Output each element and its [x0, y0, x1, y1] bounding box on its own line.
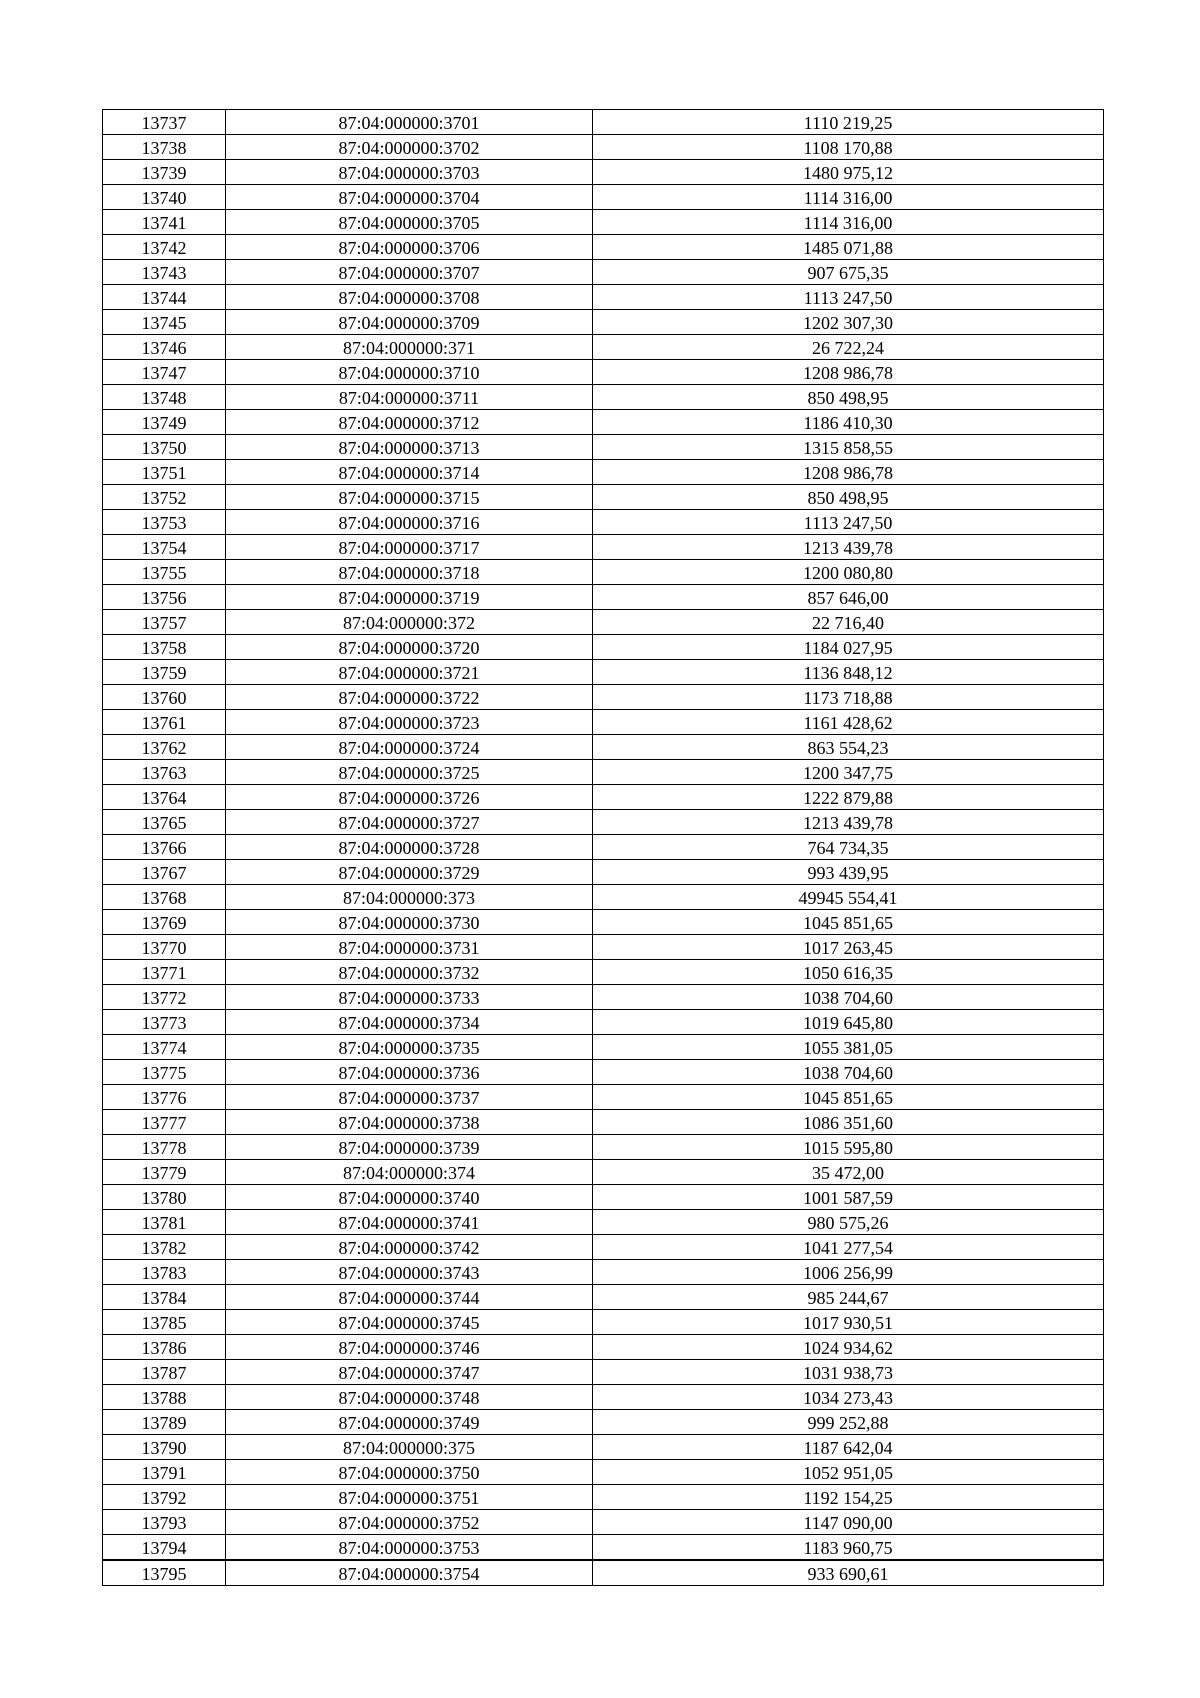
cadastral-value-cell: 1108 170,88: [593, 135, 1104, 160]
table-row: [103, 1210, 1104, 1235]
row-number-cell: 13753: [103, 510, 226, 535]
table-row: [103, 835, 1104, 860]
cadastral-value-cell: 1147 090,00: [593, 1510, 1104, 1535]
cadastral-number-cell: 87:04:000000:3750: [226, 1460, 593, 1485]
cadastral-value-cell: 933 690,61: [593, 1560, 1104, 1586]
table-row: [103, 435, 1104, 460]
cadastral-value-cell: 26 722,24: [593, 335, 1104, 360]
table-row: [103, 610, 1104, 635]
cadastral-number-cell: 87:04:000000:3727: [226, 810, 593, 835]
cadastral-value-cell: 764 734,35: [593, 835, 1104, 860]
cadastral-value-cell: 985 244,67: [593, 1285, 1104, 1310]
cadastral-number-cell: 87:04:000000:375: [226, 1435, 593, 1460]
table-row: [103, 1135, 1104, 1160]
cadastral-value-cell: 22 716,40: [593, 610, 1104, 635]
cadastral-value-cell: 35 472,00: [593, 1160, 1104, 1185]
cadastral-number-cell: 87:04:000000:3726: [226, 785, 593, 810]
table-row: [103, 460, 1104, 485]
cadastral-value-cell: 1006 256,99: [593, 1260, 1104, 1285]
cadastral-number-cell: 87:04:000000:3718: [226, 560, 593, 585]
cadastral-value-cell: 1136 848,12: [593, 660, 1104, 685]
row-number-cell: 13746: [103, 335, 226, 360]
table-row: [103, 960, 1104, 985]
table-row: [103, 1535, 1104, 1561]
cadastral-number-cell: 87:04:000000:3720: [226, 635, 593, 660]
cadastral-value-cell: 1213 439,78: [593, 810, 1104, 835]
row-number-cell: 13750: [103, 435, 226, 460]
table-row: [103, 1160, 1104, 1185]
table-row: [103, 360, 1104, 385]
cadastral-value-cell: 1161 428,62: [593, 710, 1104, 735]
row-number-cell: 13757: [103, 610, 226, 635]
row-number-cell: 13792: [103, 1485, 226, 1510]
cadastral-number-cell: 87:04:000000:3737: [226, 1085, 593, 1110]
row-number-cell: 13771: [103, 960, 226, 985]
cadastral-number-cell: 87:04:000000:3746: [226, 1335, 593, 1360]
table-row: [103, 1235, 1104, 1260]
cadastral-number-cell: 87:04:000000:374: [226, 1160, 593, 1185]
cadastral-number-cell: 87:04:000000:3708: [226, 285, 593, 310]
cadastral-number-cell: 87:04:000000:3701: [226, 110, 593, 135]
cadastral-number-cell: 87:04:000000:3710: [226, 360, 593, 385]
cadastral-value-cell: 907 675,35: [593, 260, 1104, 285]
table-row: [103, 385, 1104, 410]
table-row: [103, 1385, 1104, 1410]
row-number-cell: 13764: [103, 785, 226, 810]
cadastral-number-cell: 87:04:000000:3705: [226, 210, 593, 235]
cadastral-value-cell: 1485 071,88: [593, 235, 1104, 260]
cadastral-number-cell: 87:04:000000:3724: [226, 735, 593, 760]
row-number-cell: 13772: [103, 985, 226, 1010]
table-row: [103, 410, 1104, 435]
cadastral-value-cell: 1114 316,00: [593, 185, 1104, 210]
row-number-cell: 13739: [103, 160, 226, 185]
table-row: [103, 710, 1104, 735]
row-number-cell: 13762: [103, 735, 226, 760]
cadastral-number-cell: 87:04:000000:3715: [226, 485, 593, 510]
cadastral-number-cell: 87:04:000000:3717: [226, 535, 593, 560]
cadastral-number-cell: 87:04:000000:3749: [226, 1410, 593, 1435]
cadastral-value-cell: 999 252,88: [593, 1410, 1104, 1435]
cadastral-number-cell: 87:04:000000:3739: [226, 1135, 593, 1160]
cadastral-number-cell: 87:04:000000:3745: [226, 1310, 593, 1335]
cadastral-value-cell: 1200 080,80: [593, 560, 1104, 585]
cadastral-number-cell: 87:04:000000:3723: [226, 710, 593, 735]
cadastral-value-cell: 850 498,95: [593, 385, 1104, 410]
cadastral-value-cell: 1213 439,78: [593, 535, 1104, 560]
row-number-cell: 13765: [103, 810, 226, 835]
cadastral-number-cell: 87:04:000000:3704: [226, 185, 593, 210]
cadastral-number-cell: 87:04:000000:3741: [226, 1210, 593, 1235]
table-row: [103, 185, 1104, 210]
table-row: [103, 1085, 1104, 1110]
table-row: [103, 1560, 1104, 1586]
cadastral-number-cell: 87:04:000000:3734: [226, 1010, 593, 1035]
table-row: [103, 285, 1104, 310]
row-number-cell: 13742: [103, 235, 226, 260]
row-number-cell: 13763: [103, 760, 226, 785]
table-row: [103, 985, 1104, 1010]
row-number-cell: 13786: [103, 1335, 226, 1360]
cadastral-value-cell: 1019 645,80: [593, 1010, 1104, 1035]
cadastral-value-cell: 1114 316,00: [593, 210, 1104, 235]
cadastral-value-cell: 1200 347,75: [593, 760, 1104, 785]
row-number-cell: 13773: [103, 1010, 226, 1035]
cadastral-value-cell: 1186 410,30: [593, 410, 1104, 435]
cadastral-value-cell: 993 439,95: [593, 860, 1104, 885]
cadastral-value-cell: 1038 704,60: [593, 985, 1104, 1010]
row-number-cell: 13745: [103, 310, 226, 335]
cadastral-value-cell: 1038 704,60: [593, 1060, 1104, 1085]
table-row: [103, 1185, 1104, 1210]
cadastral-value-cell: 857 646,00: [593, 585, 1104, 610]
cadastral-value-cell: 1208 986,78: [593, 460, 1104, 485]
cadastral-value-cell: 1480 975,12: [593, 160, 1104, 185]
cadastral-value-cell: 1034 273,43: [593, 1385, 1104, 1410]
row-number-cell: 13785: [103, 1310, 226, 1335]
table-row: [103, 560, 1104, 585]
cadastral-number-cell: 87:04:000000:3711: [226, 385, 593, 410]
cadastral-number-cell: 87:04:000000:3730: [226, 910, 593, 935]
cadastral-number-cell: 87:04:000000:3736: [226, 1060, 593, 1085]
row-number-cell: 13791: [103, 1460, 226, 1485]
table-row: [103, 660, 1104, 685]
table-row: [103, 735, 1104, 760]
table-row: [103, 1010, 1104, 1035]
cadastral-number-cell: 87:04:000000:3733: [226, 985, 593, 1010]
cadastral-value-cell: 863 554,23: [593, 735, 1104, 760]
row-number-cell: 13793: [103, 1510, 226, 1535]
cadastral-number-cell: 87:04:000000:371: [226, 335, 593, 360]
row-number-cell: 13782: [103, 1235, 226, 1260]
row-number-cell: 13749: [103, 410, 226, 435]
row-number-cell: 13767: [103, 860, 226, 885]
table-row: [103, 685, 1104, 710]
row-number-cell: 13759: [103, 660, 226, 685]
cadastral-number-cell: 87:04:000000:3714: [226, 460, 593, 485]
table-row: [103, 110, 1104, 135]
cadastral-number-cell: 87:04:000000:3735: [226, 1035, 593, 1060]
row-number-cell: 13744: [103, 285, 226, 310]
row-number-cell: 13747: [103, 360, 226, 385]
table-row: [103, 135, 1104, 160]
row-number-cell: 13761: [103, 710, 226, 735]
table-row: [103, 860, 1104, 885]
table-row: [103, 485, 1104, 510]
cadastral-value-cell: 1222 879,88: [593, 785, 1104, 810]
table-body: [103, 110, 1104, 1586]
cadastral-number-cell: 87:04:000000:3713: [226, 435, 593, 460]
cadastral-value-cell: 1173 718,88: [593, 685, 1104, 710]
cadastral-number-cell: 87:04:000000:3729: [226, 860, 593, 885]
cadastral-number-cell: 87:04:000000:3719: [226, 585, 593, 610]
table-row: [103, 810, 1104, 835]
cadastral-value-cell: 1024 934,62: [593, 1335, 1104, 1360]
row-number-cell: 13779: [103, 1160, 226, 1185]
table-row: [103, 1335, 1104, 1360]
table-row: [103, 510, 1104, 535]
cadastral-number-cell: 87:04:000000:3731: [226, 935, 593, 960]
cadastral-number-cell: 87:04:000000:3748: [226, 1385, 593, 1410]
cadastral-value-cell: 1113 247,50: [593, 285, 1104, 310]
row-number-cell: 13754: [103, 535, 226, 560]
cadastral-value-cell: 1031 938,73: [593, 1360, 1104, 1385]
cadastral-number-cell: 87:04:000000:373: [226, 885, 593, 910]
cadastral-number-cell: 87:04:000000:3740: [226, 1185, 593, 1210]
row-number-cell: 13790: [103, 1435, 226, 1460]
row-number-cell: 13769: [103, 910, 226, 935]
cadastral-value-cell: 1113 247,50: [593, 510, 1104, 535]
table-row: [103, 1410, 1104, 1435]
cadastral-number-cell: 87:04:000000:3752: [226, 1510, 593, 1535]
cadastral-value-cell: 1110 219,25: [593, 110, 1104, 135]
cadastral-value-cell: 1055 381,05: [593, 1035, 1104, 1060]
cadastral-number-cell: 87:04:000000:3716: [226, 510, 593, 535]
cadastral-value-cell: 980 575,26: [593, 1210, 1104, 1235]
table-row: [103, 760, 1104, 785]
row-number-cell: 13768: [103, 885, 226, 910]
cadastral-value-table: [102, 109, 1104, 1586]
table-row: [103, 260, 1104, 285]
cadastral-number-cell: 87:04:000000:3742: [226, 1235, 593, 1260]
cadastral-number-cell: 87:04:000000:3703: [226, 160, 593, 185]
cadastral-number-cell: 87:04:000000:3721: [226, 660, 593, 685]
row-number-cell: 13741: [103, 210, 226, 235]
cadastral-value-cell: 1050 616,35: [593, 960, 1104, 985]
cadastral-number-cell: 87:04:000000:3751: [226, 1485, 593, 1510]
table-row: [103, 235, 1104, 260]
table-row: [103, 635, 1104, 660]
cadastral-number-cell: 87:04:000000:3732: [226, 960, 593, 985]
cadastral-number-cell: 87:04:000000:3712: [226, 410, 593, 435]
cadastral-value-cell: 49945 554,41: [593, 885, 1104, 910]
cadastral-value-cell: 1315 858,55: [593, 435, 1104, 460]
table-row: [103, 210, 1104, 235]
table-row: [103, 1060, 1104, 1085]
cadastral-number-cell: 87:04:000000:3722: [226, 685, 593, 710]
row-number-cell: 13777: [103, 1110, 226, 1135]
table-row: [103, 885, 1104, 910]
table-row: [103, 1360, 1104, 1385]
row-number-cell: 13784: [103, 1285, 226, 1310]
cadastral-value-cell: 1202 307,30: [593, 310, 1104, 335]
row-number-cell: 13740: [103, 185, 226, 210]
table-row: [103, 1310, 1104, 1335]
table-row: [103, 1285, 1104, 1310]
row-number-cell: 13787: [103, 1360, 226, 1385]
table-row: [103, 535, 1104, 560]
cadastral-number-cell: 87:04:000000:3743: [226, 1260, 593, 1285]
row-number-cell: 13788: [103, 1385, 226, 1410]
table-row: [103, 1485, 1104, 1510]
cadastral-value-cell: 1192 154,25: [593, 1485, 1104, 1510]
cadastral-number-cell: 87:04:000000:3702: [226, 135, 593, 160]
table-row: [103, 1110, 1104, 1135]
cadastral-value-cell: 850 498,95: [593, 485, 1104, 510]
table-row: [103, 1435, 1104, 1460]
cadastral-value-cell: 1208 986,78: [593, 360, 1104, 385]
row-number-cell: 13755: [103, 560, 226, 585]
row-number-cell: 13776: [103, 1085, 226, 1110]
cadastral-value-cell: 1184 027,95: [593, 635, 1104, 660]
row-number-cell: 13766: [103, 835, 226, 860]
cadastral-value-cell: 1052 951,05: [593, 1460, 1104, 1485]
cadastral-number-cell: 87:04:000000:3707: [226, 260, 593, 285]
table-row: [103, 585, 1104, 610]
cadastral-value-cell: 1017 930,51: [593, 1310, 1104, 1335]
cadastral-number-cell: 87:04:000000:3706: [226, 235, 593, 260]
row-number-cell: 13774: [103, 1035, 226, 1060]
cadastral-number-cell: 87:04:000000:3747: [226, 1360, 593, 1385]
table-row: [103, 910, 1104, 935]
cadastral-number-cell: 87:04:000000:3744: [226, 1285, 593, 1310]
cadastral-number-cell: 87:04:000000:3725: [226, 760, 593, 785]
cadastral-number-cell: 87:04:000000:3754: [226, 1560, 593, 1586]
row-number-cell: 13758: [103, 635, 226, 660]
cadastral-value-cell: 1045 851,65: [593, 910, 1104, 935]
row-number-cell: 13752: [103, 485, 226, 510]
row-number-cell: 13789: [103, 1410, 226, 1435]
row-number-cell: 13778: [103, 1135, 226, 1160]
row-number-cell: 13738: [103, 135, 226, 160]
cadastral-number-cell: 87:04:000000:3728: [226, 835, 593, 860]
row-number-cell: 13743: [103, 260, 226, 285]
row-number-cell: 13780: [103, 1185, 226, 1210]
table-row: [103, 310, 1104, 335]
cadastral-number-cell: 87:04:000000:3738: [226, 1110, 593, 1135]
row-number-cell: 13751: [103, 460, 226, 485]
table-row: [103, 160, 1104, 185]
cadastral-number-cell: 87:04:000000:3709: [226, 310, 593, 335]
cadastral-number-cell: 87:04:000000:372: [226, 610, 593, 635]
table-row: [103, 785, 1104, 810]
row-number-cell: 13775: [103, 1060, 226, 1085]
row-number-cell: 13794: [103, 1535, 226, 1561]
table-row: [103, 1510, 1104, 1535]
row-number-cell: 13770: [103, 935, 226, 960]
row-number-cell: 13760: [103, 685, 226, 710]
row-number-cell: 13781: [103, 1210, 226, 1235]
table-row: [103, 1460, 1104, 1485]
row-number-cell: 13756: [103, 585, 226, 610]
cadastral-value-cell: 1041 277,54: [593, 1235, 1104, 1260]
table-row: [103, 935, 1104, 960]
cadastral-number-cell: 87:04:000000:3753: [226, 1535, 593, 1561]
cadastral-value-cell: 1183 960,75: [593, 1535, 1104, 1561]
table-row: [103, 1035, 1104, 1060]
row-number-cell: 13783: [103, 1260, 226, 1285]
cadastral-value-cell: 1001 587,59: [593, 1185, 1104, 1210]
cadastral-value-cell: 1015 595,80: [593, 1135, 1104, 1160]
cadastral-value-cell: 1017 263,45: [593, 935, 1104, 960]
table-row: [103, 1260, 1104, 1285]
cadastral-value-cell: 1045 851,65: [593, 1085, 1104, 1110]
row-number-cell: 13737: [103, 110, 226, 135]
row-number-cell: 13795: [103, 1560, 226, 1586]
row-number-cell: 13748: [103, 385, 226, 410]
cadastral-value-cell: 1187 642,04: [593, 1435, 1104, 1460]
table-row: [103, 335, 1104, 360]
cadastral-value-cell: 1086 351,60: [593, 1110, 1104, 1135]
